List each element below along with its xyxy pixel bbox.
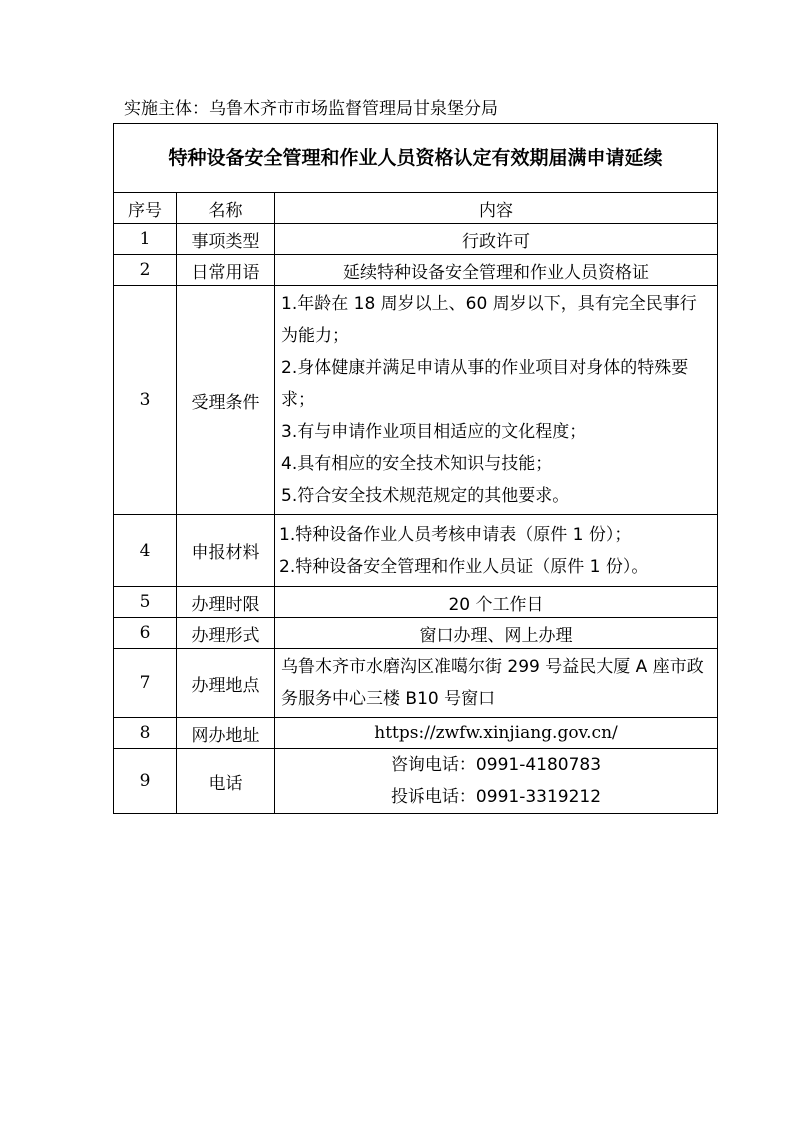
table-title: 特种设备安全管理和作业人员资格认定有效期届满申请延续 (114, 124, 718, 193)
row-no: 1 (114, 224, 177, 255)
row-content (275, 286, 718, 515)
row-name: 事项类型 (177, 224, 275, 255)
service-item-table (113, 123, 718, 814)
condition-item: 1.年龄在 18 周岁以上、60 周岁以下，具有完全民事行为能力； (281, 294, 697, 346)
material-item: 1.特种设备作业人员考核申请表（原件 1 份）； (279, 524, 632, 545)
row-name: 日常用语 (177, 255, 275, 286)
table-row (114, 255, 718, 286)
row-name: 受理条件 (177, 286, 275, 515)
condition-item: 3.有与申请作业项目相适应的文化程度； (281, 422, 587, 442)
table-row (114, 587, 718, 618)
header-content: 内容 (275, 193, 718, 224)
complaint-phone: 投诉电话：0991-3319212 (390, 787, 602, 807)
row-no: 2 (114, 255, 177, 286)
row-content: 延续特种设备安全管理和作业人员资格证 (275, 255, 718, 286)
row-no: 7 (114, 649, 177, 718)
row-no: 3 (114, 286, 177, 515)
row-no: 9 (114, 749, 177, 814)
material-item: 2.特种设备安全管理和作业人员证（原件 1 份）。 (279, 556, 649, 577)
table-row (114, 224, 718, 255)
header-no: 序号 (114, 193, 177, 224)
table-row (114, 618, 718, 649)
row-no: 6 (114, 618, 177, 649)
table-row (114, 286, 718, 515)
row-content (275, 515, 718, 587)
table-row (114, 649, 718, 718)
implementing-subject: 实施主体：乌鲁木齐市市场监督管理局甘泉堡分局 (124, 99, 498, 119)
consult-phone: 咨询电话：0991-4180783 (390, 755, 602, 775)
row-content: 窗口办理、网上办理 (275, 618, 718, 649)
condition-item: 4.具有相应的安全技术知识与技能； (281, 454, 553, 474)
table-row (114, 718, 718, 749)
row-content: 乌鲁木齐市水磨沟区准噶尔街 299 号益民大厦 A 座市政务服务中心三楼 B10 号窗口 (275, 649, 718, 718)
header-row (114, 193, 718, 224)
condition-item: 5.符合安全技术规范规定的其他要求。 (281, 486, 570, 506)
table-row (114, 749, 718, 814)
row-content (275, 749, 718, 814)
row-name: 申报材料 (177, 515, 275, 587)
row-content: 20 个工作日 (275, 587, 718, 618)
header-name: 名称 (177, 193, 275, 224)
row-no: 4 (114, 515, 177, 587)
row-name: 办理时限 (177, 587, 275, 618)
condition-item: 2.身体健康并满足申请从事的作业项目对身体的特殊要求； (281, 358, 689, 410)
row-name: 网办地址 (177, 718, 275, 749)
table-row (114, 515, 718, 587)
row-no: 5 (114, 587, 177, 618)
row-content: https://zwfw.xinjiang.gov.cn/ (275, 718, 718, 749)
row-name: 办理地点 (177, 649, 275, 718)
row-name: 电话 (177, 749, 275, 814)
row-no: 8 (114, 718, 177, 749)
row-content: 行政许可 (275, 224, 718, 255)
row-name: 办理形式 (177, 618, 275, 649)
